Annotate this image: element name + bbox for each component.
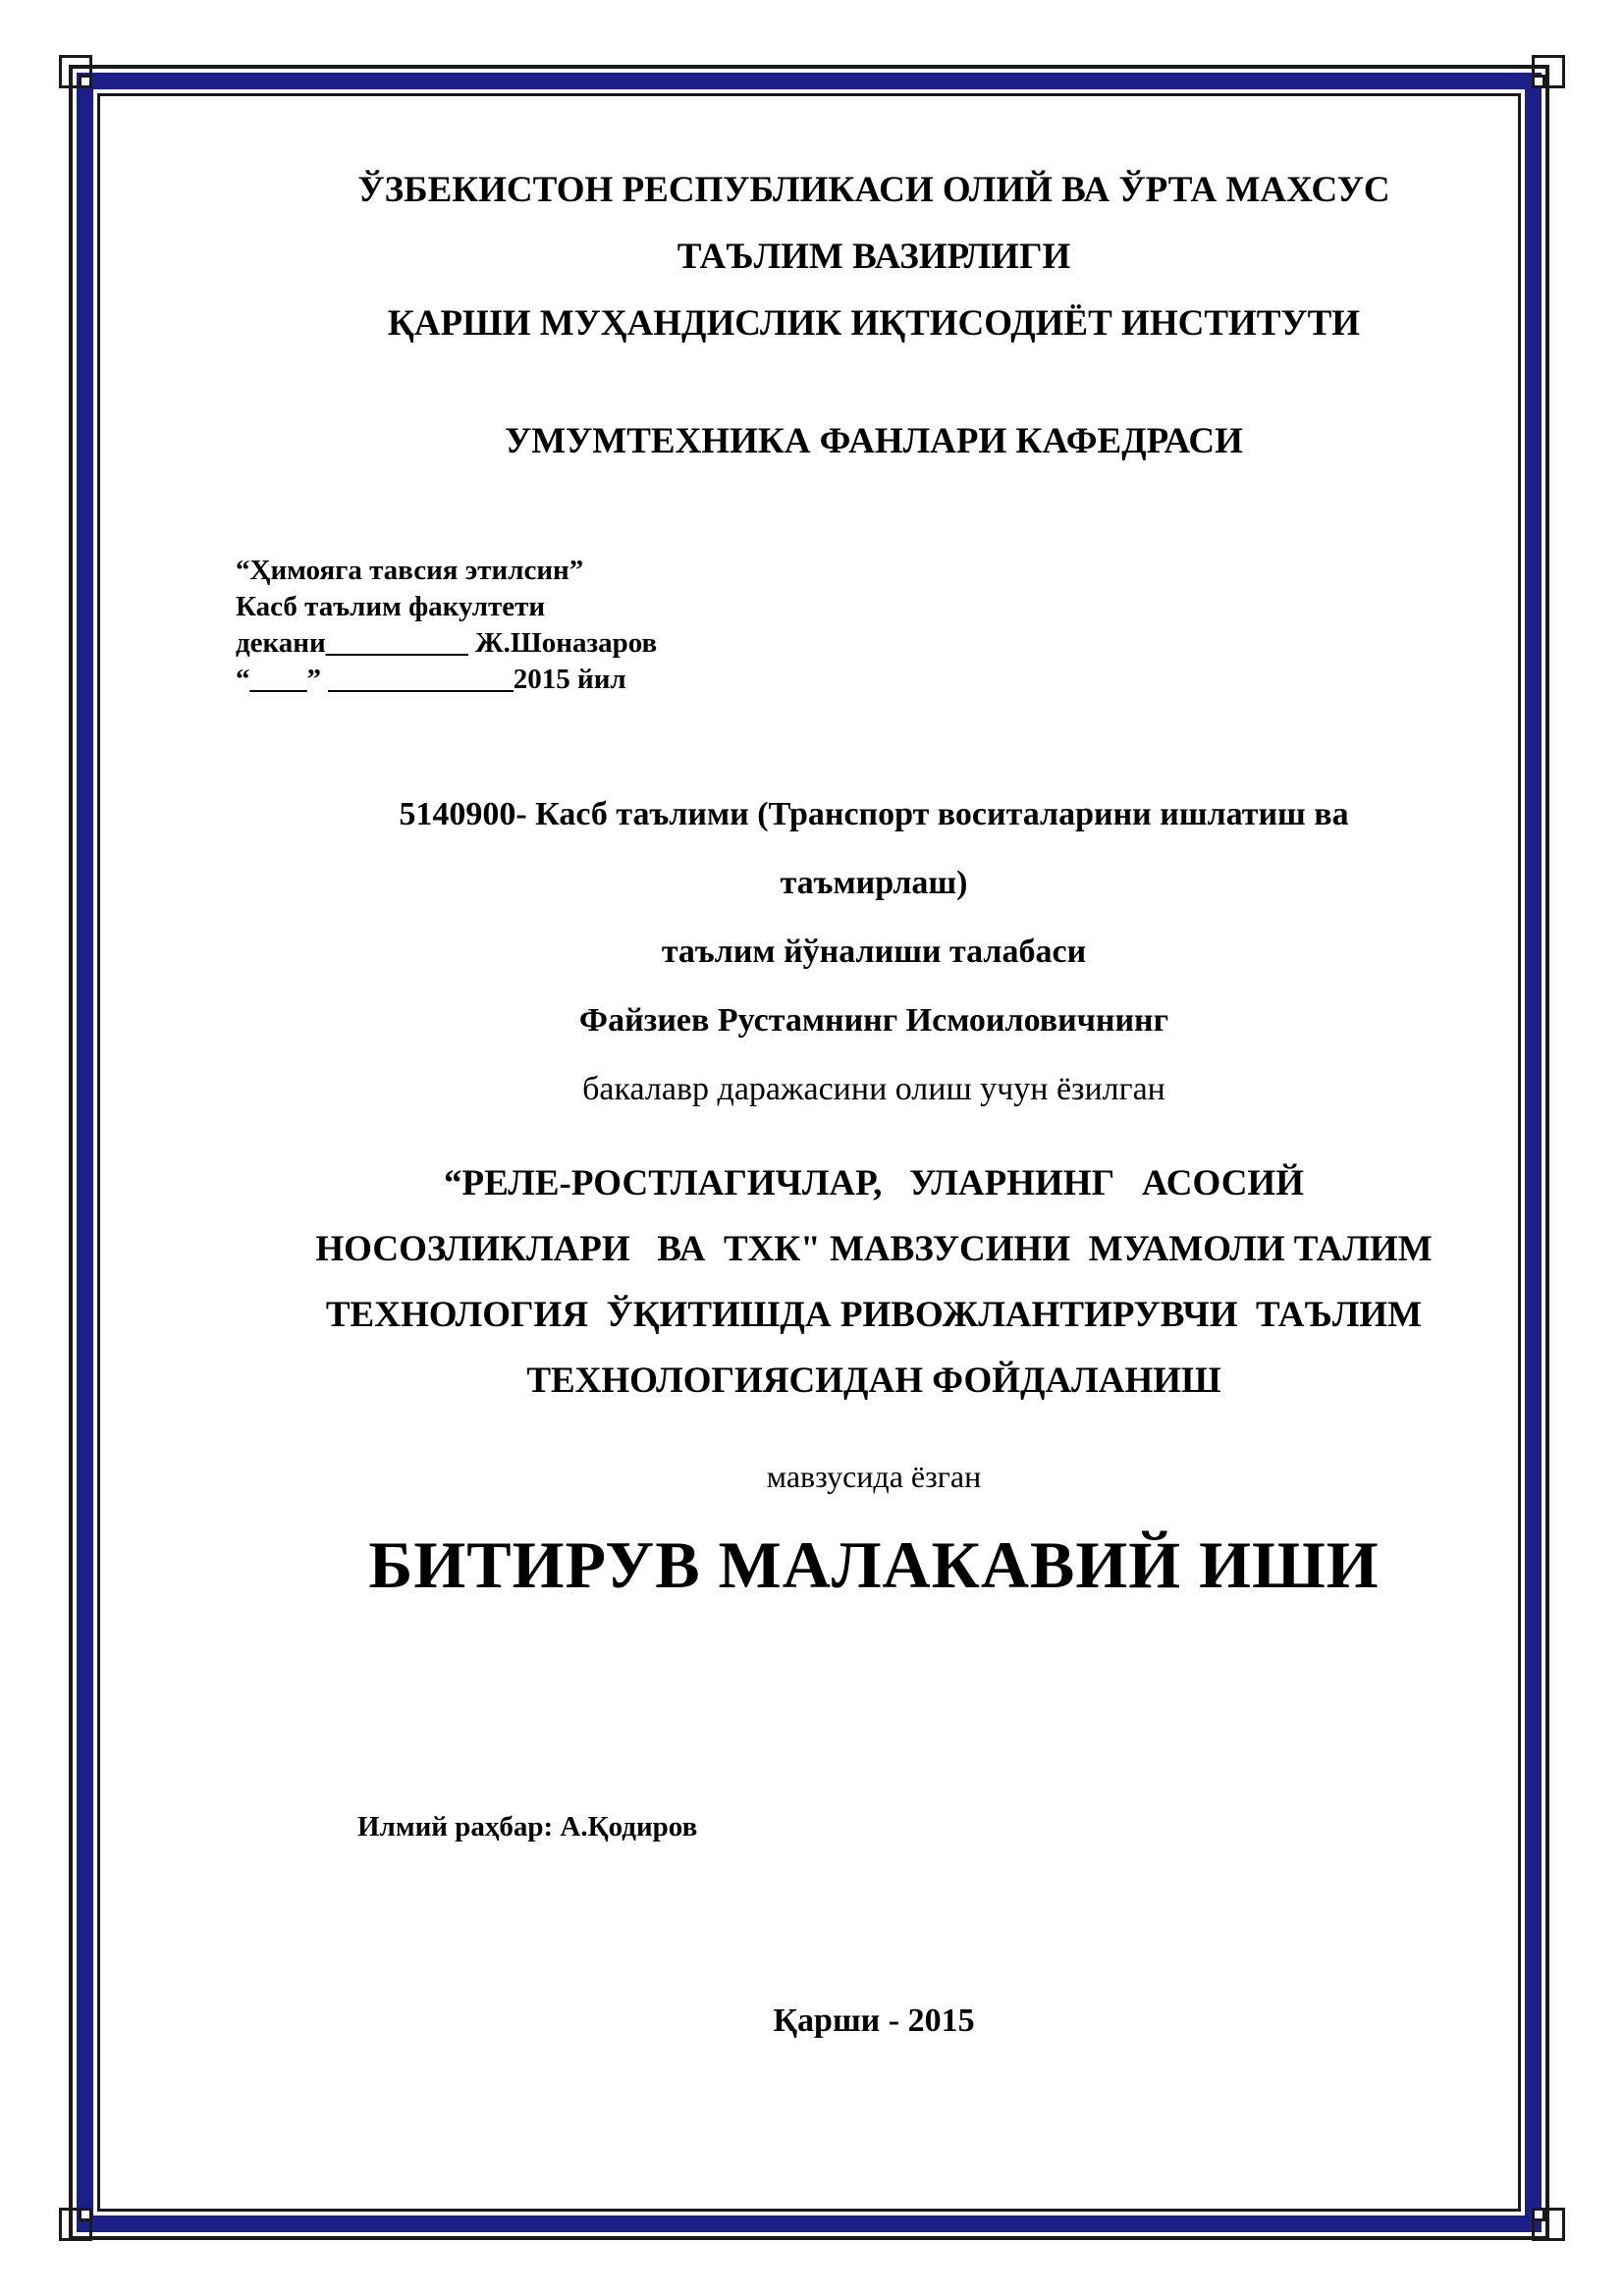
thesis-topic <box>177 1150 1571 1414</box>
corner-square-top-left <box>79 75 92 88</box>
approval-block <box>236 553 657 698</box>
approval-line-4: “____” _____________2015 йил <box>236 664 626 695</box>
written-on-topic-label: мавзусида ёзган <box>766 1459 982 1494</box>
topic-line-4: ТЕХНОЛОГИЯСИДАН ФОЙДАЛАНИШ <box>526 1361 1221 1401</box>
specialty-line-3: таълим йўналиши талабаси <box>661 934 1087 970</box>
department-name: УМУМТЕХНИКА ФАНЛАРИ КАФЕДРАСИ <box>505 421 1243 461</box>
institute-name: ҚАРШИ МУҲАНДИСЛИК ИҚТИСОДИЁТ ИНСТИТУТИ <box>387 303 1361 344</box>
corner-square-bottom-right <box>1532 2208 1545 2221</box>
specialty-line-2: таъмирлаш) <box>780 865 968 901</box>
ministry-line-1: ЎЗБЕКИСТОН РЕСПУБЛИКАСИ ОЛИЙ ВА ЎРТА МАХСУС <box>357 170 1390 210</box>
specialty-line-1: 5140900- Касб таълими (Транспорт воситаларини ишлатиш ва <box>399 796 1349 832</box>
work-title: БИТИРУВ МАЛАКАВИЙ ИШИ <box>368 1527 1380 1602</box>
degree-purpose: бакалавр даражасини олиш учун ёзилган <box>582 1071 1165 1107</box>
ministry-line-2: ТАЪЛИМ ВАЗИРЛИГИ <box>677 237 1071 277</box>
approval-line-2: Касб таълим факултети <box>236 591 546 622</box>
specialty-block <box>177 780 1571 1124</box>
scientific-advisor: Илмий раҳбар: А.Қодиров <box>357 1811 698 1842</box>
topic-line-3: ТЕХНОЛОГИЯ ЎҚИТИШДА РИВОЖЛАНТИРУВЧИ ТАЪЛИМ <box>325 1295 1423 1335</box>
student-name: Файзиев Рустамнинг Исмоиловичнинг <box>578 1002 1169 1039</box>
place-and-year: Қарши - 2015 <box>773 2002 975 2039</box>
topic-line-2: НОСОЗЛИКЛАРИ ВА ТХК" МАВЗУСИНИ МУАМОЛИ ТАЛИМ <box>315 1229 1433 1269</box>
approval-line-1: “Ҳимояга тавсия этилсин” <box>236 555 584 586</box>
topic-line-1: “РЕЛЕ-РОСТЛАГИЧЛАР, УЛАРНИНГ АСОСИЙ <box>444 1163 1304 1203</box>
approval-line-3: декани__________ Ж.Шоназаров <box>236 627 658 659</box>
corner-square-bottom-left <box>79 2208 92 2221</box>
institution-header <box>177 157 1571 357</box>
corner-square-top-right <box>1532 75 1545 88</box>
